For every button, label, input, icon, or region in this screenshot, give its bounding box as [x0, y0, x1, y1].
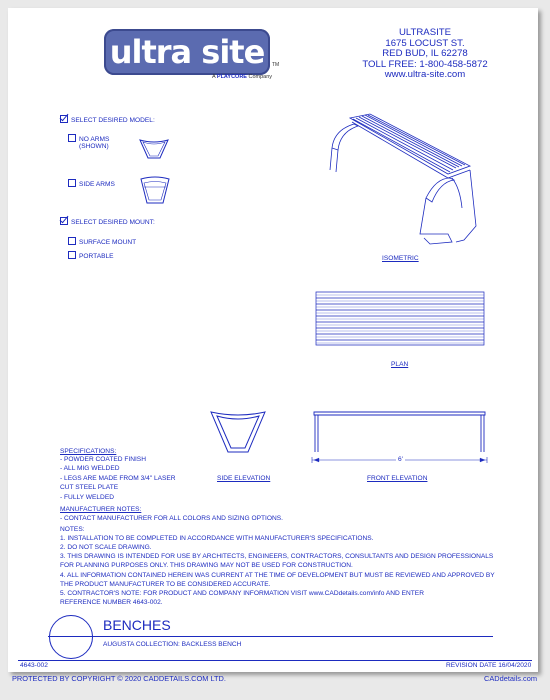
- manufacturer-note: - CONTACT MANUFACTURER FOR ALL COLORS AND SIZING OPTIONS.: [60, 515, 283, 522]
- note-item: 1. INSTALLATION TO BE COMPLETED IN ACCORDANCE WITH MANUFACTURER'S SPECIFICATIONS.: [60, 535, 374, 542]
- spec-item: - POWDER COATED FINISH: [60, 456, 146, 463]
- option-side-arms: SIDE ARMS: [68, 179, 115, 189]
- drawing-title: BENCHES: [103, 617, 171, 633]
- note-item: 4. ALL INFORMATION CONTAINED HEREIN WAS CURRENT AT THE TIME OF DEVELOPMENT BUT MUST BE REVIEWED AND APPROVED BY: [60, 572, 495, 579]
- manufacturer-notes-heading: MANUFACTURER NOTES:: [60, 506, 142, 513]
- no-arms-checkbox[interactable]: [68, 134, 76, 142]
- side-arms-leg-icon: [138, 175, 172, 205]
- note-item: REFERENCE NUMBER 4643-002.: [60, 599, 163, 606]
- no-arms-leg-icon: [138, 138, 170, 160]
- copyright-notice: PROTECTED BY COPYRIGHT © 2020 CADDETAILS.COM LTD.: [12, 674, 226, 683]
- note-item: FOR PLANNING PURPOSES ONLY. THIS DRAWING MAY NOT BE USED FOR CONSTRUCTION.: [60, 562, 353, 569]
- spec-item: - LEGS ARE MADE FROM 3/4" LASER: [60, 475, 176, 482]
- logo-tm: TM: [272, 62, 280, 68]
- plan-label: PLAN: [391, 361, 409, 368]
- option-portable: PORTABLE: [68, 251, 114, 261]
- model-option-heading: SELECT DESIRED MODEL:: [60, 115, 155, 125]
- drawing-subtitle: AUGUSTA COLLECTION: BACKLESS BENCH: [103, 641, 242, 648]
- note-item: 5. CONTRACTOR'S NOTE: FOR PRODUCT AND COMPANY INFORMATION VISIT www.CADdetails.com/info AND ENTER: [60, 590, 424, 597]
- mount-option-heading: SELECT DESIRED MOUNT:: [60, 217, 155, 227]
- company-phone: TOLL FREE: 1-800-458-5872: [362, 58, 488, 70]
- spec-item: - FULLY WELDED: [60, 494, 114, 501]
- front-dimension-label: 6': [398, 456, 403, 463]
- plan-view-drawing: [315, 291, 485, 346]
- logo-wordmark: ultra site: [109, 33, 265, 71]
- company-name: ULTRASITE: [398, 27, 452, 38]
- title-circle: [49, 615, 93, 659]
- note-item: THE PRODUCT MANUFACTURER TO BE CONSIDERED ACCURATE.: [60, 581, 271, 588]
- bottom-rule: [18, 660, 532, 661]
- notes-heading: NOTES:: [60, 526, 85, 533]
- portable-checkbox[interactable]: [68, 251, 76, 259]
- company-website: www.ultra-site.com: [384, 69, 466, 80]
- side-elevation-label: SIDE ELEVATION: [217, 475, 271, 482]
- company-city: RED BUD, IL 62278: [382, 48, 468, 59]
- revision-date: REVISION DATE 16/04/2020: [446, 662, 532, 669]
- title-rule: [48, 636, 493, 637]
- isometric-bench-drawing: [320, 108, 500, 248]
- specs-heading: SPECIFICATIONS:: [60, 448, 117, 455]
- side-elevation-drawing: [208, 408, 268, 454]
- company-info: [360, 28, 490, 81]
- option-no-arms: NO ARMS: [68, 134, 109, 144]
- side-arms-checkbox[interactable]: [68, 179, 76, 187]
- option-surface-mount: SURFACE MOUNT: [68, 237, 136, 247]
- note-item: 2. DO NOT SCALE DRAWING.: [60, 544, 152, 551]
- isometric-label: ISOMETRIC: [382, 255, 419, 262]
- mount-checkbox[interactable]: [60, 217, 68, 225]
- ultrasite-logo: [104, 29, 270, 75]
- spec-item: - ALL MIG WELDED: [60, 465, 120, 472]
- surface-mount-checkbox[interactable]: [68, 237, 76, 245]
- note-item: 3. THIS DRAWING IS INTENDED FOR USE BY ARCHITECTS, ENGINEERS, CONTRACTORS, CONSULTANTS AND DESIGN PROFESSIONALS: [60, 553, 494, 560]
- model-checkbox[interactable]: [60, 115, 68, 123]
- caddetails-link[interactable]: CADdetails.com: [484, 674, 537, 683]
- front-elevation-label: FRONT ELEVATION: [367, 475, 428, 482]
- option-shown-label: (SHOWN): [79, 143, 109, 150]
- reference-number: 4643-002: [20, 662, 48, 669]
- logo-subtitle: A PLAYCORE Company: [212, 74, 273, 80]
- company-street: 1675 LOCUST ST.: [385, 37, 465, 49]
- spec-item: CUT STEEL PLATE: [60, 484, 119, 491]
